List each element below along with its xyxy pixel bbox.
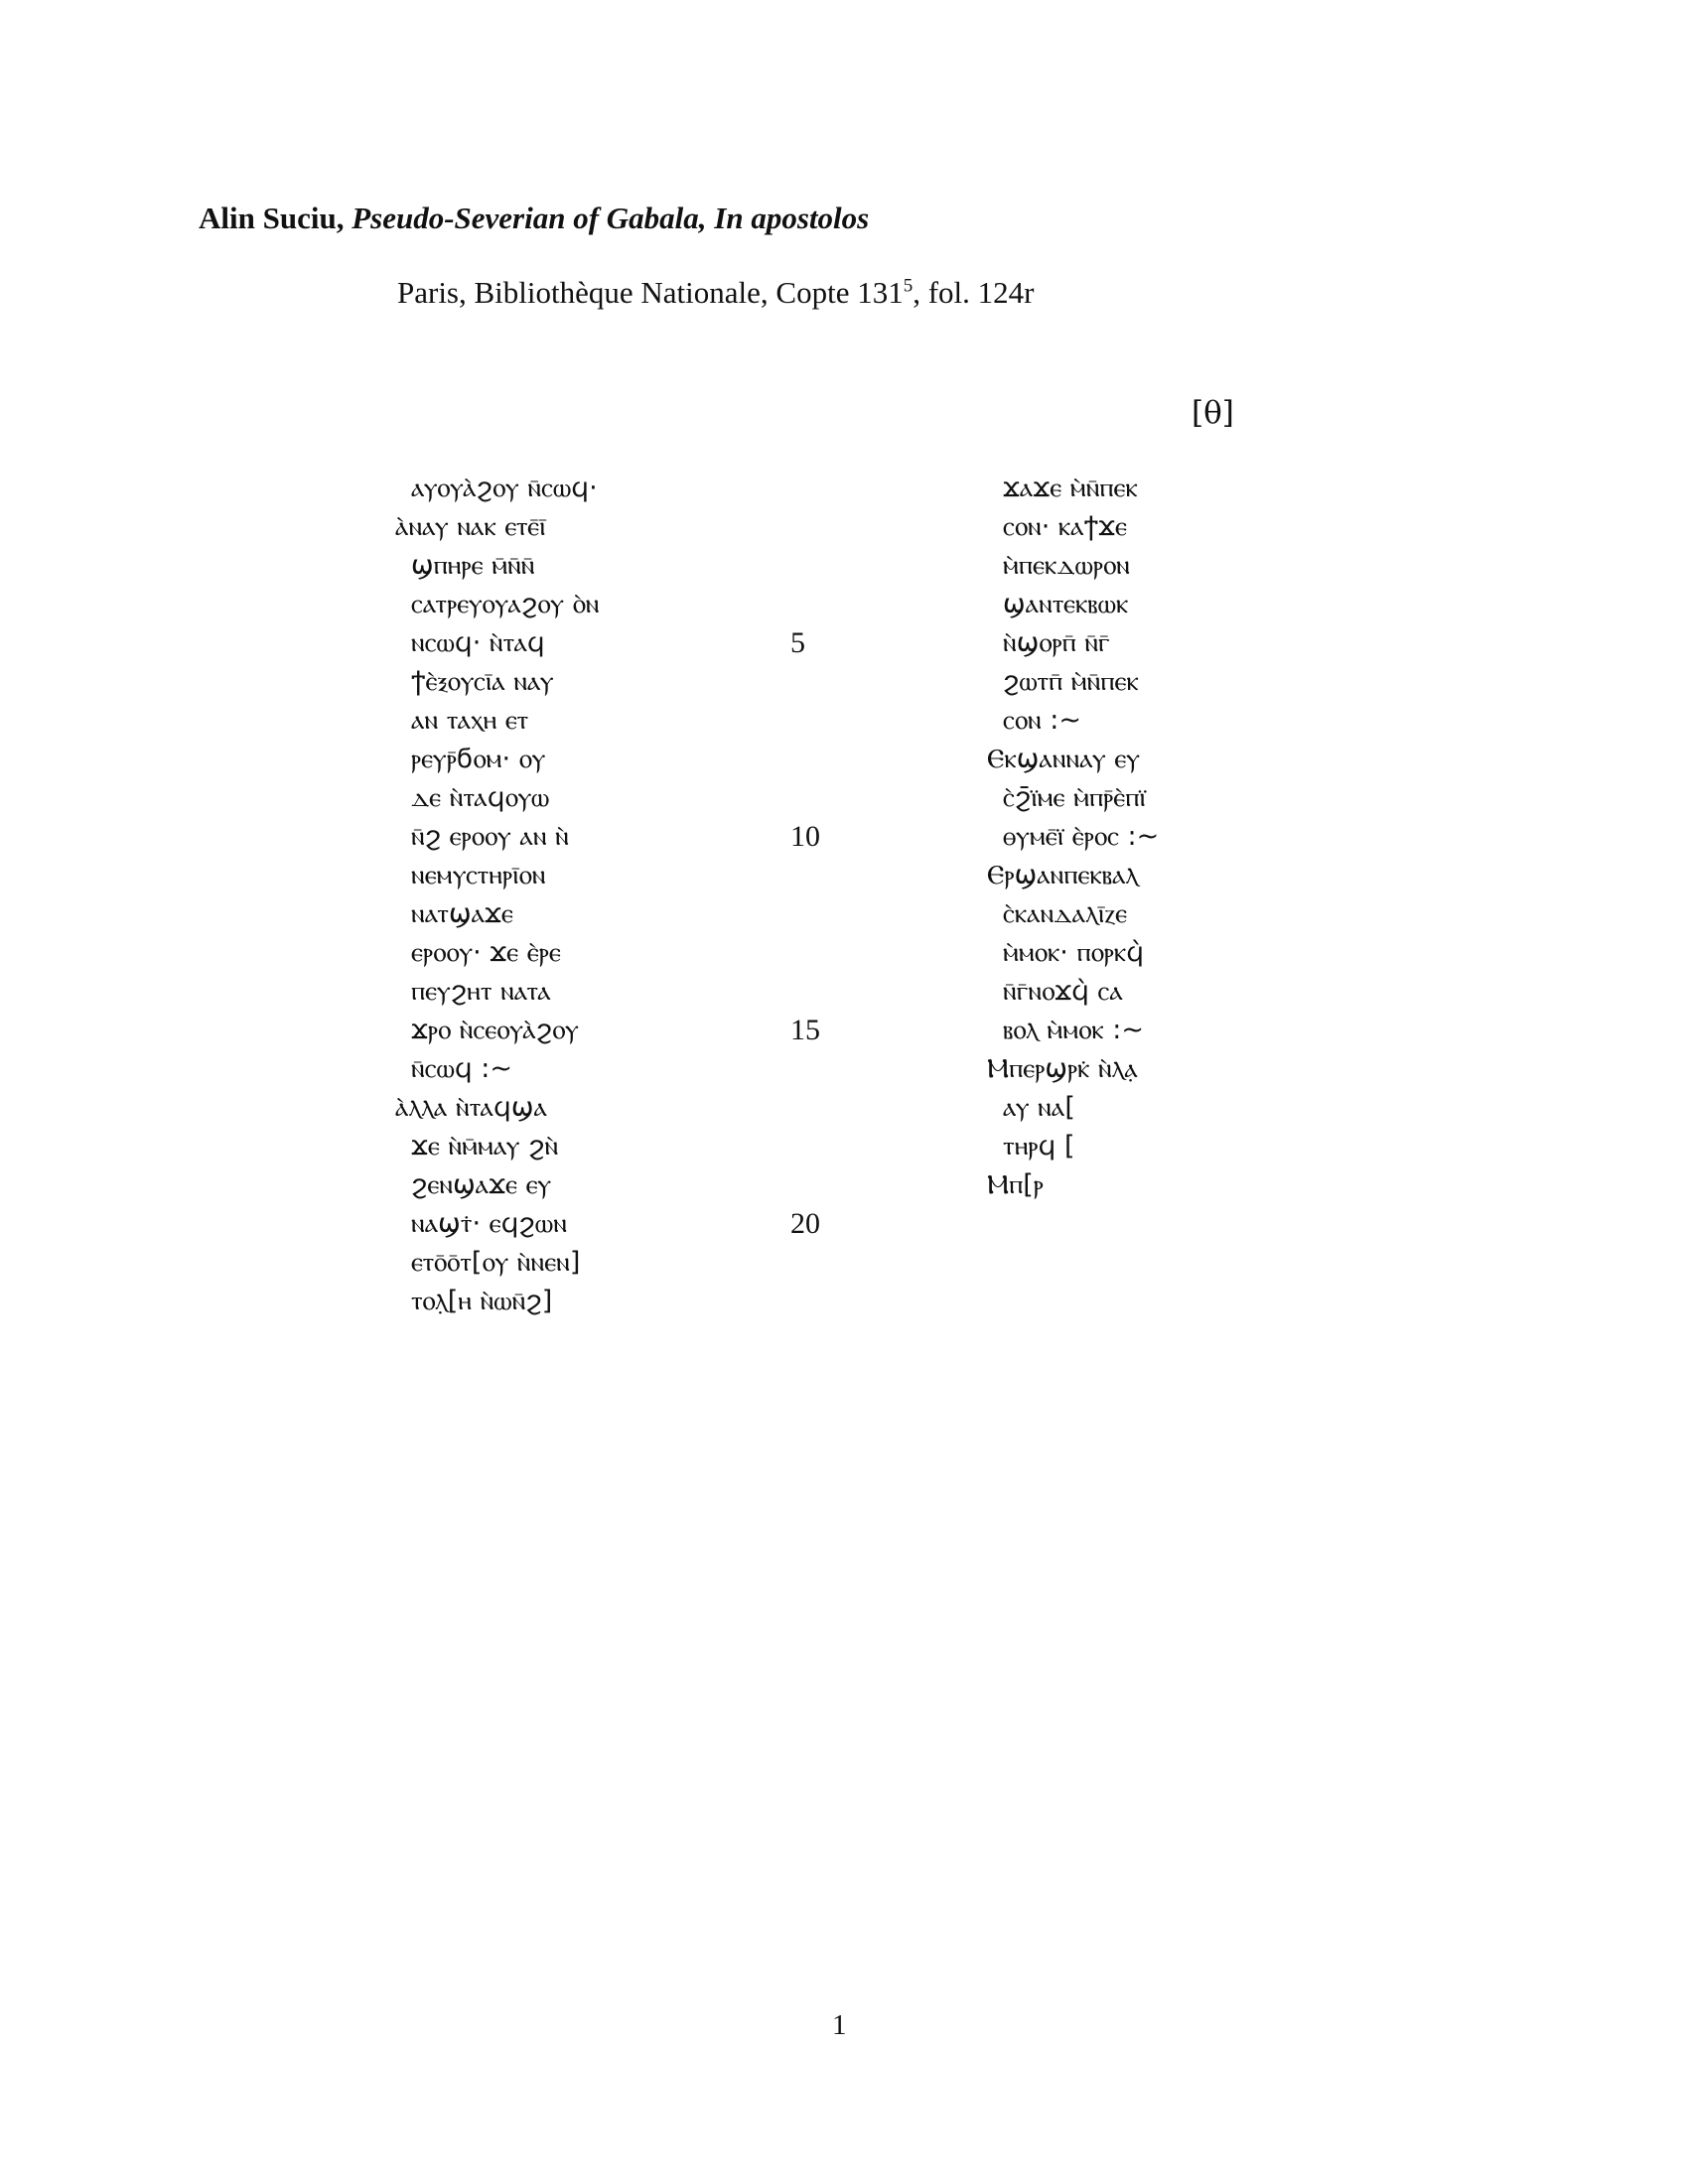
right-text-column: [987, 469, 1285, 1204]
text-line: ⲛⲁϣⲧ̇· ⲉϥϩⲱⲛ: [411, 1208, 567, 1239]
text-line: ⲉⲧⲟ̄ⲟ̄ⲧ[ⲟⲩ ⲛ̀ⲛⲉⲛ]: [411, 1247, 581, 1278]
folio-page-mark: [θ]: [1192, 395, 1234, 431]
text-line: Ⲉⲕϣⲁⲛⲛⲁⲩ ⲉⲩ: [987, 744, 1140, 774]
text-line: ϫⲣⲟ ⲛ̀ⲥⲉⲟⲩⲁ̀ϩⲟⲩ: [411, 1015, 579, 1045]
text-line: ⲁ̀ⲗⲗⲁ ⲛ̀ⲧⲁϥϣⲁ: [395, 1092, 547, 1123]
text-line: ⲉⲣⲟⲟⲩ· ϫⲉ ⲉ̀ⲣⲉ: [411, 937, 561, 968]
text-line: Ⲙⲡ[ⲣ: [987, 1169, 1044, 1200]
text-line: ⲁⲛ ⲧⲁⲭⲏ ⲉⲧ: [411, 705, 529, 736]
text-line: ⲥⲁⲧⲣⲉⲩⲟⲩⲁϩⲟⲩ ⲟ̀ⲛ: [411, 589, 600, 619]
text-line: ⲛⲥⲱϥ· ⲛ̀ⲧⲁϥ: [411, 627, 545, 658]
line-number: 15: [790, 1014, 820, 1046]
text-line: Ⲉⲣϣⲁⲛⲡⲉⲕⲃⲁⲗ: [987, 860, 1139, 890]
line-number: 20: [790, 1207, 820, 1240]
text-line: ⲛ̄ϩ ⲉⲣⲟⲟⲩ ⲁⲛ ⲛ̀: [411, 821, 569, 852]
text-line: ⲥⲟⲛ :~: [1003, 705, 1082, 736]
document-header: [199, 201, 869, 236]
text-line: ⲥ̀ϩ̄ⲓ̈ⲙⲉ ⲙ̀ⲡⲣ̄ⲉ̀ⲡⲓ̈: [1003, 782, 1146, 813]
line-number: 10: [790, 820, 820, 853]
text-line: ⲙ̀ⲙⲟⲕ· ⲡⲟⲣⲕϥ̀: [1003, 937, 1145, 968]
author-name: Alin Suciu,: [199, 201, 345, 235]
text-line: ⲁⲩ ⲛⲁ[: [1003, 1092, 1075, 1123]
text-line: ϫⲁϫⲉ ⲙ̀ⲛ̄ⲡⲉⲕ: [1003, 473, 1138, 503]
text-line: ϣⲁⲛⲧⲉⲕⲃⲱⲕ: [1003, 589, 1129, 619]
left-text-column: [395, 469, 773, 1320]
text-line: ⲥ̀ⲕⲁⲛⲇⲁⲗⲓ̄ⲍⲉ: [1003, 898, 1128, 929]
citation-folio: , fol. 124r: [913, 275, 1035, 310]
text-line: ⲑⲩⲙⲉ̄ⲓ̈ ⲉ̀ⲣⲟⲥ :~: [1003, 821, 1160, 852]
text-line: ⲡⲉⲩϩⲏⲧ ⲛⲁⲧⲁ: [411, 976, 551, 1007]
text-line: ϣⲡⲏⲣⲉ ⲙ̄ⲛ̄ⲛ̄: [411, 550, 535, 581]
text-line: ⲃⲟⲗ ⲙ̀ⲙⲟⲕ :~: [1003, 1015, 1144, 1045]
text-line: ⲙ̀ⲡⲉⲕⲇⲱⲣⲟⲛ: [1003, 550, 1130, 581]
text-line: ⲛ̄ⲅ̄ⲛⲟϫϥ̀ ⲥⲁ: [1003, 976, 1123, 1007]
text-line: ϩⲉⲛϣⲁϫⲉ ⲉⲩ: [411, 1169, 552, 1200]
text-line: ⲣⲉⲩⲣ̄ϭⲟⲙ· ⲟⲩ: [411, 744, 546, 774]
text-line: ⲛⲉⲙⲩⲥⲧⲏⲣⲓ̄ⲟⲛ: [411, 860, 546, 890]
text-line: ⲧⲏⲣϥ [: [1003, 1131, 1075, 1161]
text-line: ⲇⲉ ⲛ̀ⲧⲁϥⲟⲩⲱ: [411, 782, 550, 813]
text-line: ⲛ̄ⲥⲱϥ :~: [411, 1053, 513, 1084]
text-line: ϩⲱⲧⲡ̄ ⲙ̀ⲛ̄ⲡⲉⲕ: [1003, 666, 1139, 697]
text-line: ⲥⲟⲛ· ⲕⲁϯϫⲉ: [1003, 511, 1127, 542]
text-line: ϫⲉ ⲛ̀ⲙ̄ⲙⲁⲩ ϩⲛ̀: [411, 1131, 559, 1161]
text-line: ⲧⲟⲗ̣[ⲏ ⲛ̀ⲱⲛ̄ϩ]: [411, 1286, 553, 1316]
line-number: 5: [790, 626, 805, 659]
text-line: ⲁ̀ⲛⲁⲩ ⲛⲁⲕ ⲉⲧⲉ̄ⲓ̄: [395, 511, 546, 542]
text-line: ϯⲉ̀ⲝⲟⲩⲥⲓ̄ⲁ ⲛⲁⲩ: [411, 666, 554, 697]
citation-superscript: 5: [903, 275, 914, 297]
manuscript-citation: [397, 275, 1034, 311]
text-line: Ⲙⲡⲉⲣϣⲣⲕ̇ ⲛ̀ⲗⲁ̣: [987, 1053, 1138, 1084]
page-number: 1: [832, 2009, 847, 2041]
text-line: ⲁⲩⲟⲩⲁ̀ϩⲟⲩ ⲛ̄ⲥⲱϥ·: [411, 473, 598, 503]
text-line: ⲛ̀ϣⲟⲣⲡ̄ ⲛ̄ⲅ̄: [1003, 627, 1110, 658]
text-line: ⲛⲁⲧϣⲁϫⲉ: [411, 898, 513, 929]
work-title: Pseudo-Severian of Gabala, In apostolos: [352, 201, 870, 235]
citation-text: Paris, Bibliothèque Nationale, Copte 131: [397, 275, 904, 310]
